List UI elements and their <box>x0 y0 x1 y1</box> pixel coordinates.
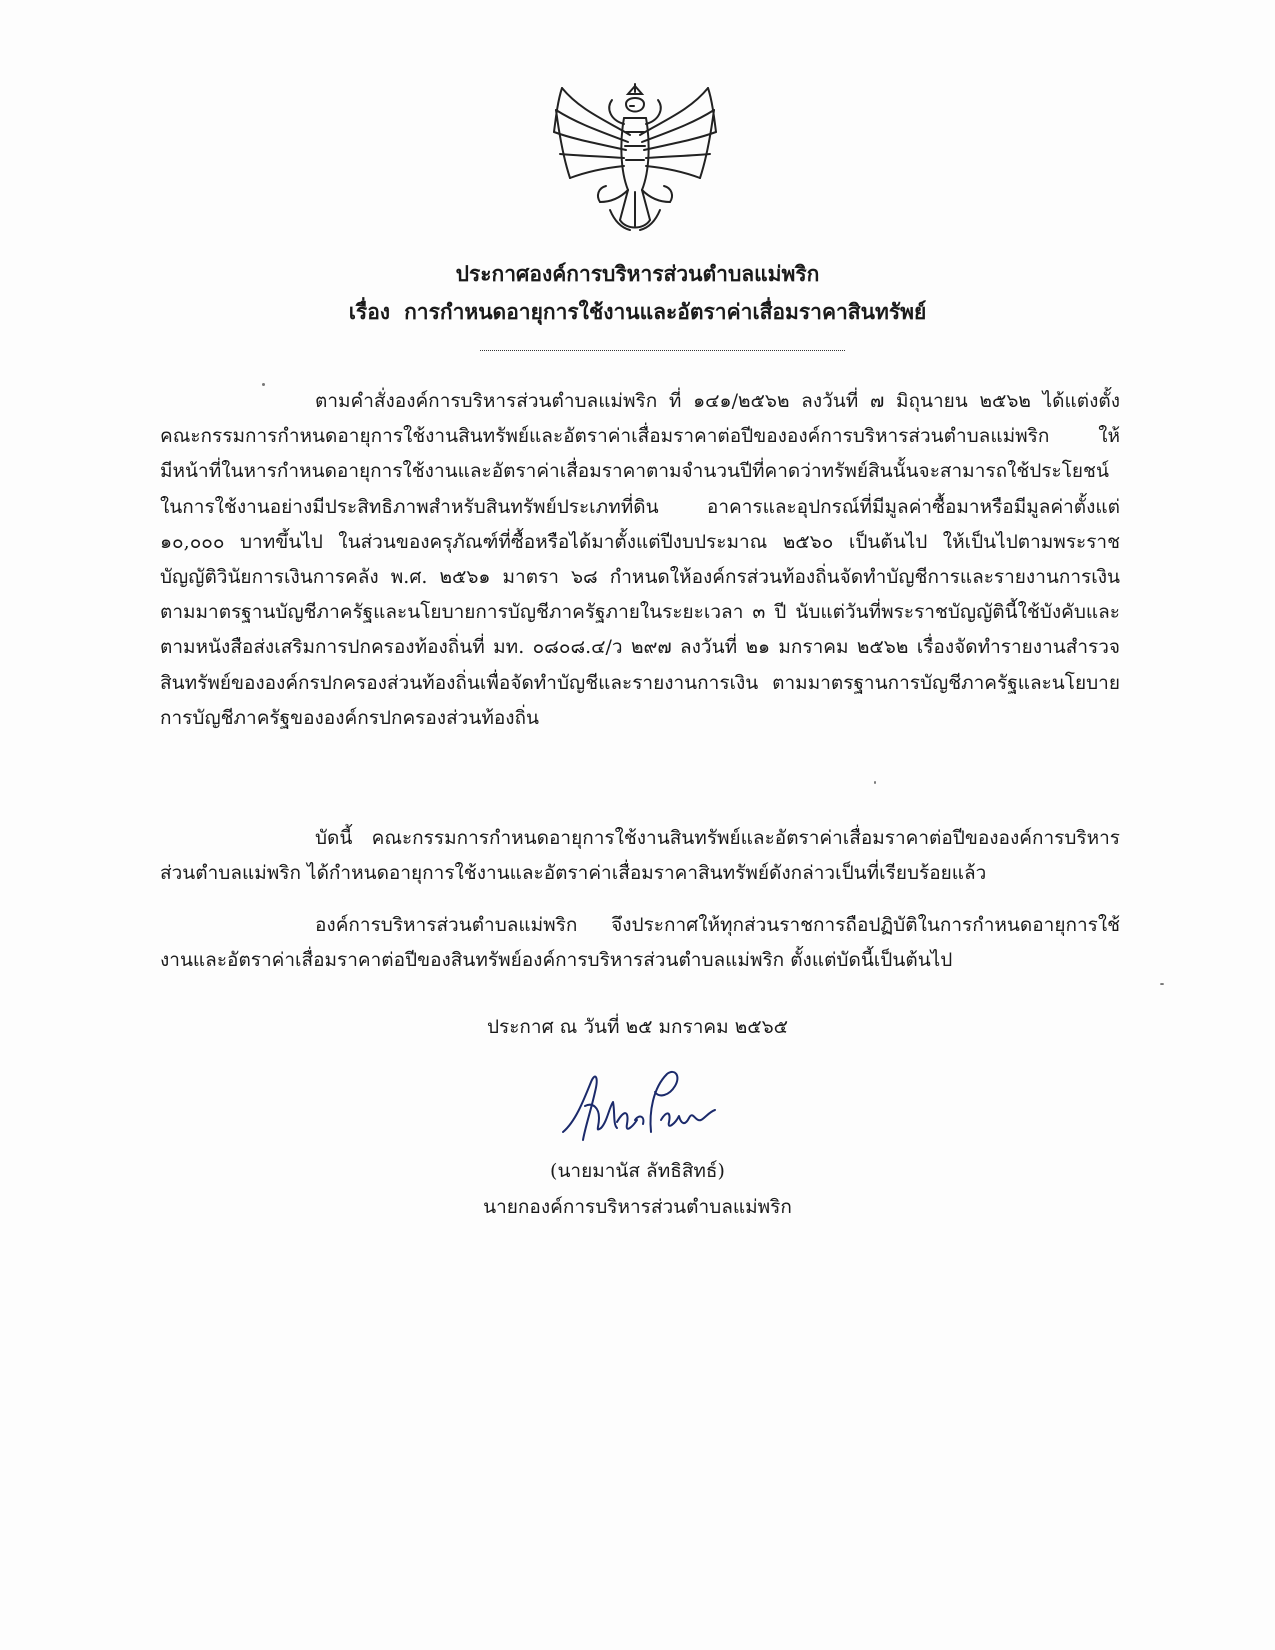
announce-date: ประกาศ ณ วันที่ ๒๕ มกราคม ๒๕๖๕ <box>486 1016 789 1038</box>
signer-name: (นายมานัส ลัทธิสิทธ์) <box>550 1160 725 1182</box>
paragraph-3: องค์การบริหารส่วนตำบลแม่พริก จึงประกาศให้ทุกส่วนราชการถือปฏิบัติในการกำหนดอายุการใช้งานและอัตราค่าเสื่อมราคาต่อปีของสินทรัพย์องค์การบริหารส่วนตำบลแม่พริก ตั้งแต่บัดนี้เป็นต้นไป <box>160 914 1120 972</box>
document-title: ประกาศองค์การบริหารส่วนตำบลแม่พริก <box>455 261 820 286</box>
scan-speck <box>874 781 876 784</box>
paragraph-2: บัดนี้ คณะกรรมการกำหนดอายุการใช้งานสินทรัพย์และอัตราค่าเสื่อมราคาต่อปีขององค์การบริหารส่วนตำบลแม่พริก ได้กำหนดอายุการใช้งานและอัตราค่าเสื่อมราคาสินทรัพย์ดังกล่าวเป็นที่เรียบร้อยแล้ว <box>160 827 1120 885</box>
subject-text: การกำหนดอายุการใช้งานและอัตราค่าเสื่อมราคาสินทรัพย์ <box>404 299 927 324</box>
title-divider <box>480 350 845 351</box>
garuda-emblem-icon <box>550 80 720 240</box>
handwritten-signature-icon <box>555 1062 735 1152</box>
paragraph-1: ตามคำสั่งองค์การบริหารส่วนตำบลแม่พริก ที่ ๑๔๑/๒๕๖๒ ลงวันที่ ๗ มิถุนายน ๒๕๖๒ ได้แต่งตั้งคณะกรรมการกำหนดอายุการใช้งานสินทรัพย์และอัตราค่าเสื่อมราคาต่อปีขององค์การบริหารส่วนตำบลแม่พริก ให้มีหน้าที่ในหารกำหนดอายุการใช้งานและอัตราค่าเสื่อมราคาตามจำนวนปีที่คาดว่าทรัพย์สินนั้นจะสามารถใช้ประโยชน์ในการใช้งานอย่างมีประสิทธิภาพสำหรับสินทรัพย์ประเภทที่ดิน อาคารและอุปกรณ์ที่มีมูลค่าซื้อมาหรือมีมูลค่าตั้งแต่ ๑๐,๐๐๐ บาทขึ้นไป ในส่วนของครุภัณฑ์ที่ซื้อหรือได้มาตั้งแต่ปีงบประมาณ ๒๕๖๐ เป็นต้นไป ให้เป็นไปตามพระราชบัญญัติวินัยการเงินการคลัง พ.ศ. ๒๕๖๑ มาตรา ๖๘ กำหนดให้องค์กรส่วนท้องถิ่นจัดทำบัญชีการและรายงานการเงินตามมาตรฐานบัญชีภาครัฐและนโยบายการบัญชีภาครัฐภายในระยะเวลา ๓ ปี นับแต่วันที่พระราชบัญญัตินี้ใช้บังคับและตามหนังสือส่งเสริมการปกครองท้องถิ่นที่ มท. ๐๘๐๘.๔/ว ๒๙๗ ลงวันที่ ๒๑ มกราคม ๒๕๖๒ เรื่องจัดทำรายงานสำรวจสินทรัพย์ขององค์กรปกครองส่วนท้องถิ่นเพื่อจัดทำบัญชีและรายงานการเงิน ตามมาตรฐานการบัญชีภาครัฐและนโยบายการบัญชีภาครัฐขององค์กรปกครองส่วนท้องถิ่น <box>160 390 1120 729</box>
subject-label: เรื่อง <box>348 299 391 324</box>
document-subject <box>0 297 1275 327</box>
signer-title: นายกองค์การบริหารส่วนตำบลแม่พริก <box>483 1196 792 1218</box>
scan-speck <box>262 383 265 386</box>
scan-speck <box>1160 983 1164 985</box>
